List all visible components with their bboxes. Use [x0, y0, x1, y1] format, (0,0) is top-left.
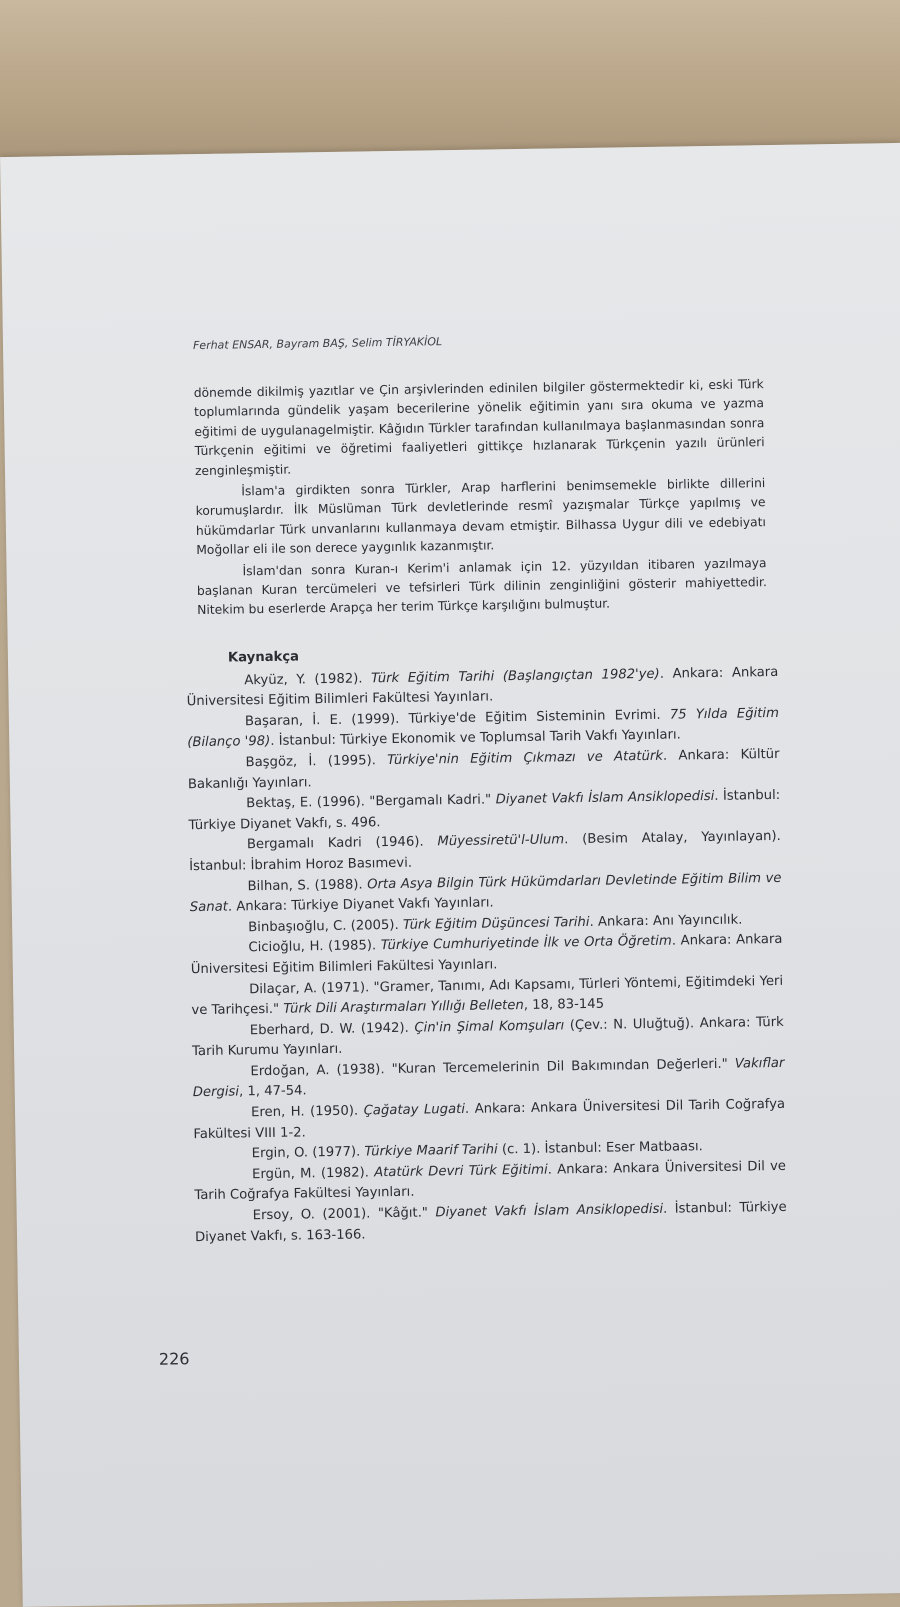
reference-author-year: Binbaşıoğlu, C. (2005). — [248, 917, 404, 935]
reference-author-year: Akyüz, Y. (1982). — [244, 670, 372, 688]
page-number: 226 — [158, 1349, 190, 1369]
references-section — [186, 640, 787, 1248]
reference-publisher: , 1, 47-54. — [238, 1083, 307, 1100]
reference-publisher: . (Besim Atalay, Yayınlayan). İstanbul: İbrahim Horoz Basımevi. — [189, 829, 781, 875]
reference-author-year: Başgöz, İ. (1995). — [245, 753, 388, 771]
reference-publisher: . İstanbul: Türkiye Ekonomik ve Toplumsal Tarih Vakfı Yayınları. — [270, 727, 681, 750]
paragraph: İslam'a girdikten sonra Türkler, Arap harflerini benimsemekle birlikte dillerini korumuşlardır. İlk Müslüman Türk devletlerinde resmî yazışmalar Türkçe yapılmış ve hükümdarlar Türk unvanlarını kullanmaya devam etmiştir. Bilhassa Uygur dili ve edebiyatı Moğollar eli ile son derece yaygınlık kazanmıştır. — [195, 476, 766, 558]
reference-title: Müyessiretü'l-Ulum — [437, 832, 565, 850]
reference-title: Çağatay Lugati — [363, 1101, 466, 1119]
reference-title: Çin'in Şimal Komşuları — [414, 1018, 565, 1036]
reference-title: Atatürk Devri Türk Eğitimi — [374, 1162, 548, 1181]
reference-author-year: Ergün, M. (1982). — [251, 1165, 375, 1183]
reference-publisher: . İstanbul: Türkiye Diyanet Vakfı, s. 496. — [188, 788, 781, 833]
reference-author-year: Bilhan, S. (1988). — [247, 876, 368, 894]
reference-title: Türkiye'nin Eğitim Çıkmazı ve Atatürk — [387, 748, 664, 769]
reference-title: Diyanet Vakfı İslam Ansiklopedisi — [495, 789, 715, 808]
reference-title: 75 Yılda Eğitim (Bilanço '98) — [187, 705, 779, 751]
reference-author-year: Ersoy, O. (2001). "Kâğıt." — [252, 1205, 436, 1224]
reference-title: Vakıflar Dergisi — [192, 1055, 785, 1101]
reference-publisher: . Ankara: Anı Yayıncılık. — [589, 912, 743, 930]
reference-author-year: Dilaçar, A. (1971). "Gramer, Tanımı, Adı Kapsamı, Türleri Yöntemi, Eğitimdeki Yeri ve Tarihçesi." — [191, 973, 784, 1019]
reference-author-year: Bektaş, E. (1996). "Bergamalı Kadri." — [246, 792, 496, 812]
reference-publisher: . Ankara: Ankara Üniversitesi Eğitim Bilimleri Fakültesi Yayınları. — [190, 932, 783, 978]
reference-publisher: . İstanbul: Türkiye Diyanet Vakfı, s. 163-166. — [194, 1199, 787, 1245]
reference-author-year: Erdoğan, A. (1938). "Kuran Tercemelerinin Dil Bakımından Değerleri." — [250, 1056, 735, 1080]
reference-list — [186, 663, 787, 1249]
reference-publisher: (Çev.: N. Uluğtuğ). Ankara: Türk Tarih Kurumu Yayınları. — [192, 1014, 784, 1060]
reference-author-year: Eberhard, D. W. (1942). — [249, 1020, 415, 1038]
reference-title: Orta Asya Bilgin Türk Hükümdarları Devletinde Eğitim Bilim ve Sanat — [189, 870, 782, 916]
reference-title: Türk Eğitim Tarihi (Başlangıçtan 1982'ye) — [370, 666, 660, 686]
reference-publisher: . Ankara: Ankara Üniversitesi Dil Tarih Coğrafya Fakültesi VIII 1-2. — [193, 1096, 786, 1142]
paragraph: dönemde dikilmiş yazıtlar ve Çin arşivlerinden edinilen bilgiler göstermektedir ki, eski Türk toplumlarında gündelik yaşam becerilerine yönelik eğitimin yanı sıra okuma ve yazma eğitimi de uygulanagelmiştir. Kâğıdın Türkler tarafından kullanılmaya başlanmasından sonra Türkçenin eğitimi ve öğretimi faaliyetleri gittikçe hızlanarak Türkçenin yazılı ürünleri zenginleşmiştir. — [193, 377, 765, 478]
reference-title: Türkiye Cumhuriyetinde İlk ve Orta Öğretim — [380, 933, 672, 954]
reference-publisher: . Ankara: Ankara Üniversitesi Eğitim Bilimleri Fakültesi Yayınları. — [186, 664, 779, 710]
references-heading: Kaynakça — [227, 649, 300, 666]
reference-title: Türk Dili Araştırmaları Yıllığı Belleten — [283, 998, 524, 1017]
running-header: Ferhat ENSAR, Bayram BAŞ, Selim TİRYAKİOL — [192, 335, 443, 353]
reference-author-year: Eren, H. (1950). — [250, 1103, 364, 1121]
reference-publisher: . Ankara: Ankara Üniversitesi Dil ve Tarih Coğrafya Fakültesi Yayınları. — [194, 1158, 787, 1204]
reference-publisher: . Ankara: Kültür Bakanlığı Yayınları. — [187, 746, 780, 792]
reference-author-year: Başaran, İ. E. (1999). Türkiye'de Eğitim Sisteminin Evrimi. — [244, 707, 670, 730]
reference-title: Türk Eğitim Düşüncesi Tarihi — [402, 914, 590, 933]
reference-author-year: Bergamalı Kadri (1946). — [246, 834, 438, 853]
book-page — [0, 143, 900, 1607]
reference-title: Türkiye Maarif Tarihi — [364, 1142, 498, 1160]
body-text — [194, 375, 768, 621]
reference-publisher: , 18, 83-145 — [523, 996, 605, 1014]
reference-entry — [195, 1198, 788, 1248]
reference-author-year: Ergin, O. (1977). — [251, 1144, 365, 1162]
reference-title: Diyanet Vakfı İslam Ansiklopedisi — [435, 1201, 664, 1221]
reference-author-year: Cicioğlu, H. (1985). — [248, 938, 381, 956]
paragraph: İslam'dan sonra Kuran-ı Kerim'i anlamak için 12. yüzyıldan itibaren yazılmaya başlanan Kuran tercümeleri ve tefsirleri Türk dilinin zenginliğini gösterir mahiyettedir. Nitekim bu eserlerde Arapça her terim Türkçe karşılığını bulmuştur. — [196, 555, 767, 618]
reference-publisher: . Ankara: Türkiye Diyanet Vakfı Yayınları. — [227, 895, 494, 915]
reference-publisher: (c. 1). İstanbul: Eser Matbaası. — [497, 1139, 703, 1158]
